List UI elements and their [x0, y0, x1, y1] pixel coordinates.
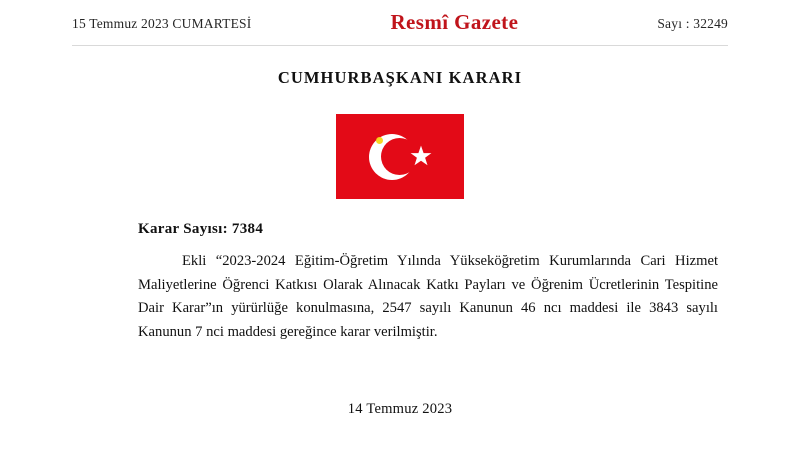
decision-date: 14 Temmuz 2023: [347, 401, 453, 417]
masthead: [72, 0, 728, 39]
masthead-divider: [72, 45, 728, 46]
turkish-flag-icon: [336, 114, 464, 199]
gazette-issue-number: Sayı : 32249: [657, 16, 728, 31]
decision-number: Karar Sayısı: 7384: [138, 221, 264, 237]
flag-container: [72, 114, 728, 199]
flag-highlight-dot: [376, 137, 383, 144]
star-icon: [409, 144, 433, 168]
gazette-title: Resmî Gazete: [390, 10, 519, 34]
page-title: CUMHURBAŞKANI KARARI: [277, 68, 523, 87]
decision-body: [72, 221, 728, 345]
gazette-date: 15 Temmuz 2023 CUMARTESİ: [72, 16, 252, 31]
decision-paragraph: Ekli “2023-2024 Eğitim-Öğretim Yılında Yükseköğretim Kurumlarında Cari Hizmet Maliyetlerine Öğrenci Katkısı Olarak Alınacak Katkı Payları ve Öğrenim Ücretlerinin Tespitine Dair Karar”ın yürürlüğe konulmasına, 2547 sayılı Kanunun 46 ncı maddesi ile 3843 sayılı Kanunun 7 nci maddesi gereğince karar verilmiştir.: [138, 253, 718, 340]
